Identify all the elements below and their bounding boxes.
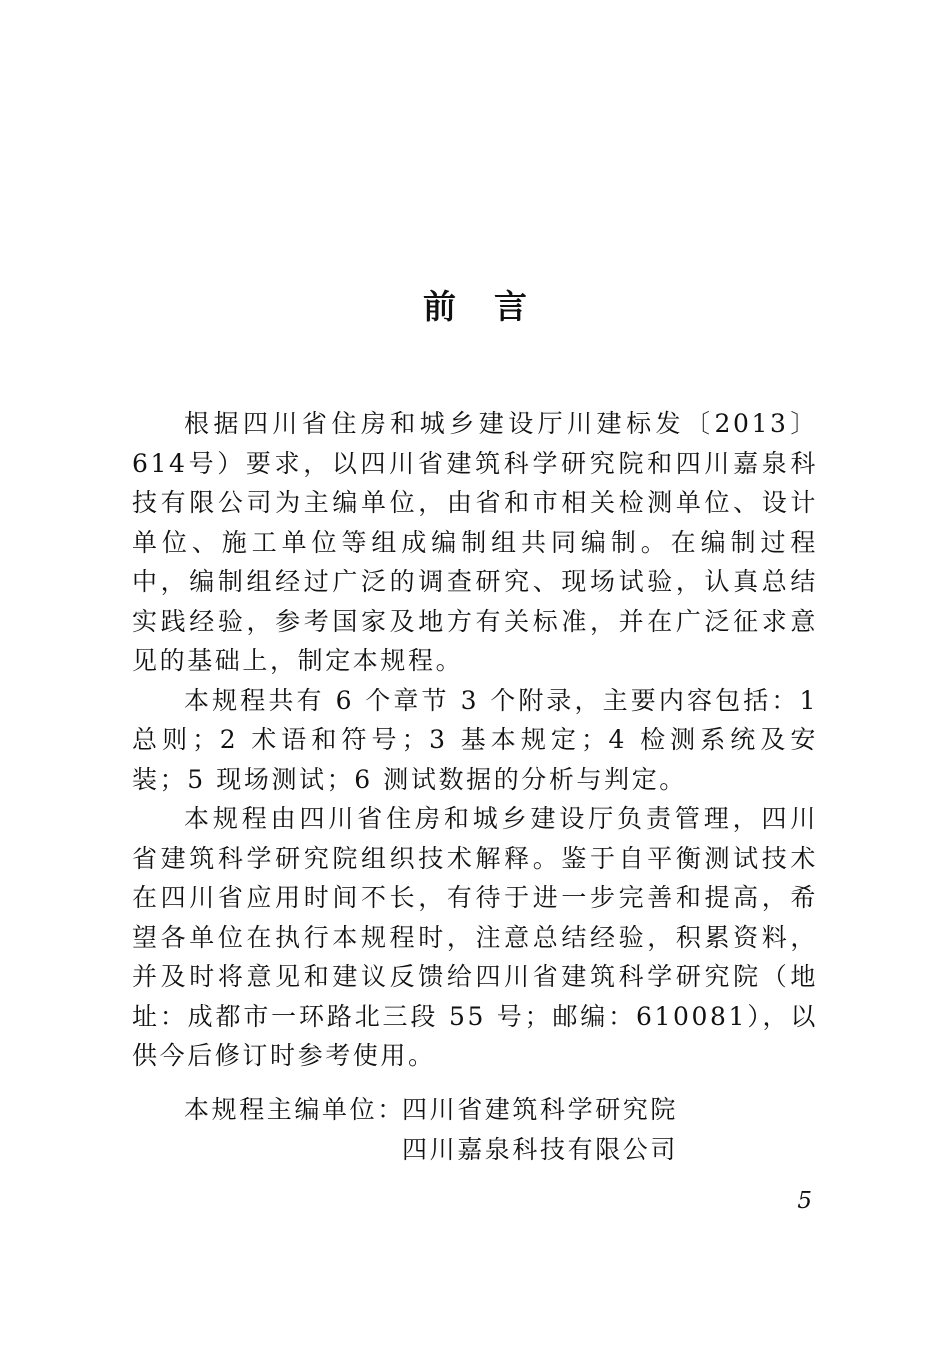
paragraph-contents-summary: 本规程共有 6 个章节 3 个附录，主要内容包括：1 总则；2 术语和符号；3 基本规定；4 检测系统及安装；5 现场测试；6 测试数据的分析与判定。 [132, 685, 818, 794]
chief-editor-unit: 四川嘉泉科技有限公司 [402, 1134, 679, 1164]
paragraph-compilation-basis: 根据四川省住房和城乡建设厅川建标发〔2013〕614号）要求，以四川省建筑科学研究院和四川嘉泉科技有限公司为主编单位，由省和市相关检测单位、设计单位、施工单位等组成编制组共同编制。在编制过程中，编制组经过广泛的调查研究、现场试验，认真总结实践经验，参考国家及地方有关标准，并在广泛征求意见的基础上，制定本规程。 [132, 409, 818, 675]
chief-editor-unit: 四川省建筑科学研究院 [402, 1095, 679, 1124]
paragraph-management-feedback: 本规程由四川省住房和城乡建设厅负责管理，四川省建筑科学研究院组织技术解释。鉴于自平衡测试技术在四川省应用时间不长，有待于进一步完善和提高，希望各单位在执行本规程时，注意总结经验，积累资料，并及时将意见和建议反馈给四川省建筑科学研究院（地址：成都市一环路北三段 55 号；邮编：610081），以供今后修订时参考使用。 [132, 804, 818, 1070]
page-title: 前言 [423, 287, 565, 326]
chief-editor-indent [132, 1130, 402, 1170]
chief-editor-row-2 [132, 1130, 818, 1170]
chief-editor-label: 本规程主编单位： [184, 1095, 405, 1124]
chief-editor-units [132, 1090, 818, 1169]
chief-editor-row-1 [132, 1090, 818, 1130]
preface-body [132, 404, 818, 1076]
page-number: 5 [797, 1188, 812, 1214]
